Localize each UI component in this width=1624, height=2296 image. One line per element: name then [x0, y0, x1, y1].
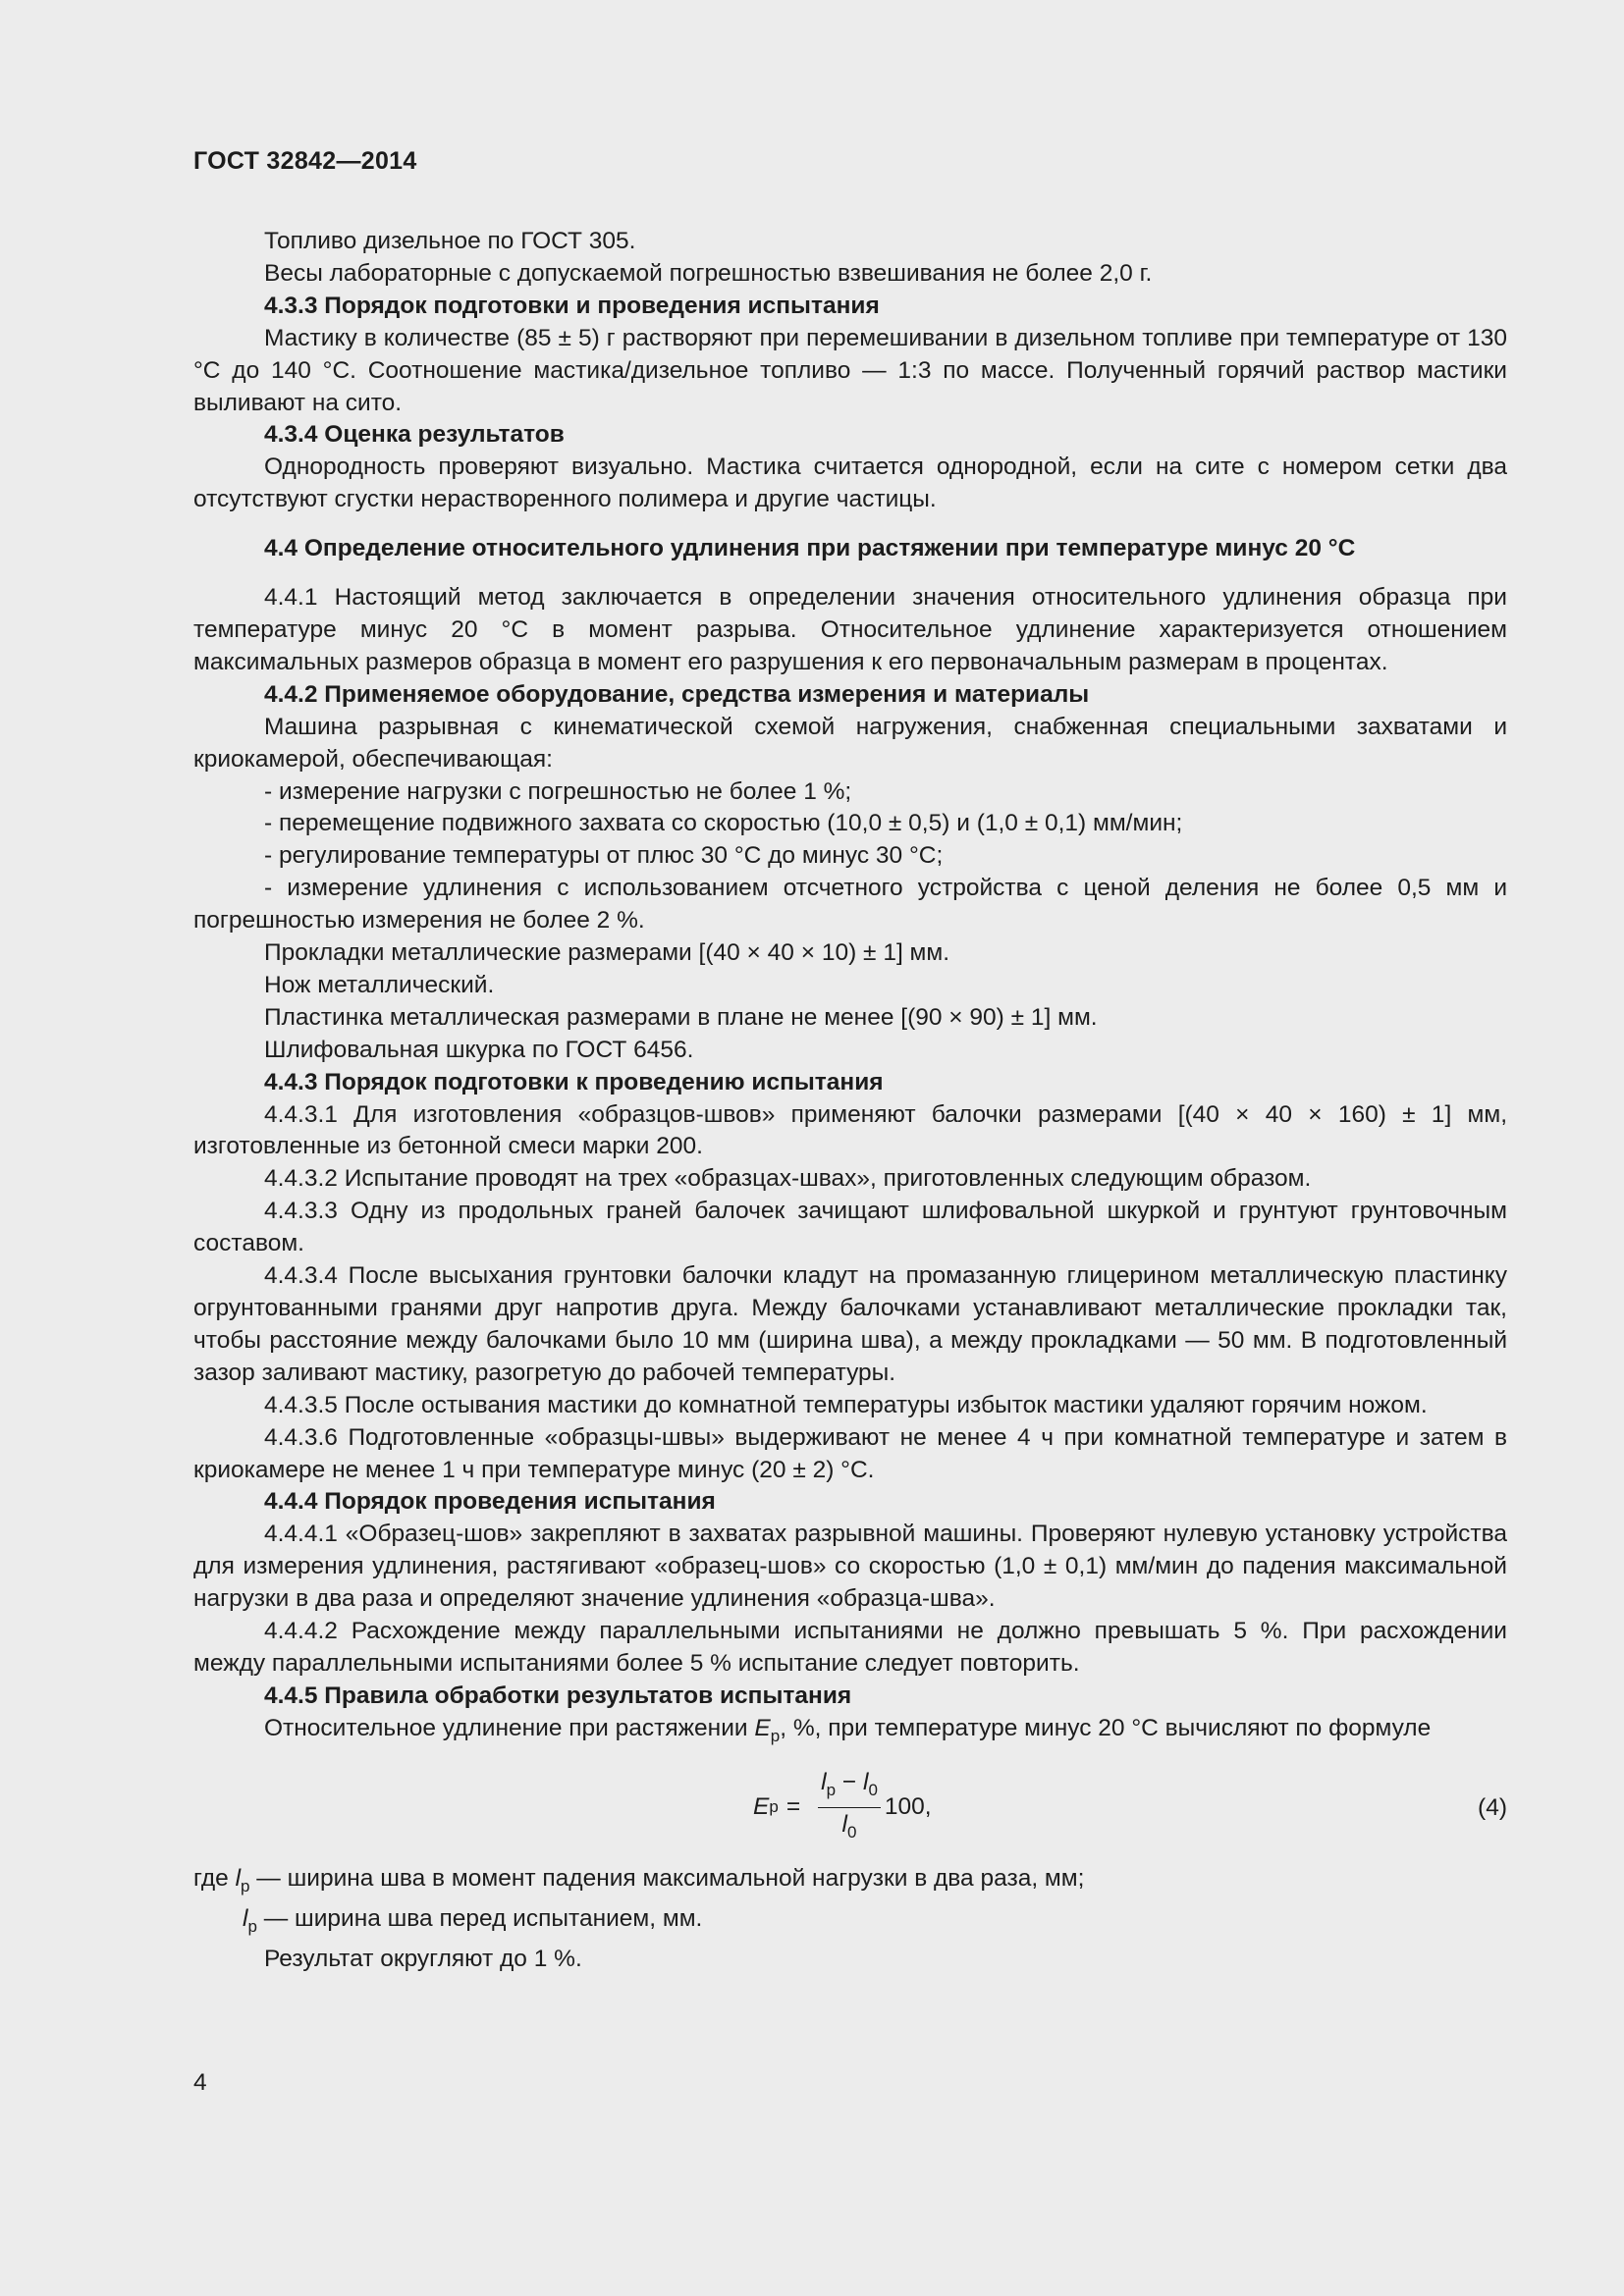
legend-line: где $l_p$ — ширина шва в момент падения максимальной нагрузки в два раза, мм; — [193, 1864, 1085, 1896]
paragraph: 4.4.3.1 Для изготовления «образцов-швов» применяют балочки размерами [(40 × 40 × 160) ± 1] мм, изготовленные из бетонной смеси марки 200. — [193, 1100, 1507, 1160]
paragraph: 4.4.3.5 После остывания мастики до комнатной температуры избыток мастики удаляют горячим ножом. — [264, 1391, 1428, 1418]
paragraph: Результат округляют до 1 %. — [264, 1945, 582, 1972]
paragraph: 4.4.1 Настоящий метод заключается в определении значения относительного удлинения образца при температуре минус 20 °С в момент разрыва. Относительное удлинение характеризуется отношением максимальных размеров образца в момент его разрушения к его первоначальным размерам в процентах. — [193, 584, 1507, 675]
paragraph: 4.4.3.2 Испытание проводят на трех «образцах-швах», приготовленных следующим образом. — [264, 1165, 1312, 1193]
document-header: ГОСТ 32842—2014 — [193, 147, 417, 175]
paragraph: Нож металлический. — [264, 971, 495, 998]
paragraph: Прокладки металлические размерами [(40 × 40 × 10) ± 1] мм. — [264, 939, 950, 967]
paragraph: Топливо дизельное по ГОСТ 305. — [264, 228, 636, 254]
section-heading: 4.4.4 Порядок проведения испытания — [264, 1488, 716, 1516]
paragraph: Мастику в количестве (85 ± 5) г растворяют при перемешивании в дизельном топливе при температуре от 130 °С до 140 °С. Соотношение мастика/дизельное топливо — 1:3 по массе. Полученный горячий раствор мастики выливают на сито. — [193, 324, 1507, 416]
section-heading: 4.4 Определение относительного удлинения при растяжении при температуре минус 20 °С — [264, 535, 1356, 562]
list-item: - регулирование температуры от плюс 30 °С до минус 30 °С; — [264, 842, 944, 870]
equals-sign: = — [785, 1793, 801, 1821]
paragraph: Весы лабораторные с допускаемой погрешностью взвешивания не более 2,0 г. — [264, 259, 1153, 287]
section-heading: 4.3.3 Порядок подготовки и проведения испытания — [264, 292, 880, 319]
section-heading: 4.4.5 Правила обработки результатов испытания — [264, 1682, 852, 1709]
legend-line: $l_p$ — ширина шва перед испытанием, мм. — [243, 1904, 703, 1936]
subscript: p — [770, 1726, 781, 1745]
formula-block — [193, 1761, 1507, 1855]
formula-intro: Относительное удлинение при растяжении $E_p$, %, при температуре минус 20 °С вычисляют по формуле — [264, 1714, 1432, 1745]
page-number: 4 — [193, 2069, 207, 2096]
paragraph: Машина разрывная с кинематической схемой нагружения, снабженная специальными захватами и криокамерой, обеспечивающая: — [193, 713, 1507, 773]
paragraph: 4.4.4.1 «Образец-шов» закрепляют в захватах разрывной машины. Проверяют нулевую установку устройства для измерения удлинения, растягивают «образец-шов» со скоростью (1,0 ± 0,1) мм/мин до падения максимальной нагрузки в два раза и определяют значение удлинения «образца-шва». — [193, 1521, 1507, 1613]
paragraph: Шлифовальная шкурка по ГОСТ 6456. — [264, 1036, 694, 1063]
paragraph: Однородность проверяют визуально. Мастика считается однородной, если на сите с номером сетки два отсутствуют сгустки нерастворенного полимера и другие частицы. — [193, 454, 1507, 513]
section-heading: 4.4.2 Применяемое оборудование, средства измерения и материалы — [264, 680, 1090, 708]
formula — [753, 1761, 932, 1855]
list-item: - измерение удлинения с использованием отсчетного устройства с ценой деления не более 0,5 мм и погрешностью измерения не более 2 %. — [193, 875, 1507, 934]
formula-lhs: E — [753, 1793, 770, 1821]
paragraph: 4.4.4.2 Расхождение между параллельными испытаниями не должно превышать 5 %. При расхождении между параллельными испытаниями более 5 % испытание следует повторить. — [193, 1618, 1507, 1677]
equation-number: (4) — [1478, 1793, 1507, 1821]
document-body — [193, 226, 1507, 1975]
paragraph: 4.4.3.3 Одну из продольных граней балочек зачищают шлифовальной шкуркой и грунтуют грунтовочным составом. — [193, 1198, 1507, 1257]
fraction-denominator: $l_0$ — [841, 1811, 857, 1842]
formula-lhs-subscript: p — [769, 1797, 779, 1817]
formula-factor: 100, — [884, 1793, 932, 1821]
fraction-numerator: $l_p - l_0$ — [818, 1768, 881, 1808]
paragraph: 4.4.3.4 После высыхания грунтовки балочки кладут на промазанную глицерином металлическую пластинку огрунтованными гранями друг напротив друга. Между балочками устанавливают металлические прокладки так, чтобы расстояние между балочками было 10 мм (ширина шва), а между прокладками — 50 мм. В подготовленный зазор заливают мастику, разогретую до рабочей температуры. — [193, 1262, 1507, 1386]
list-item: - перемещение подвижного захвата со скоростью (10,0 ± 0,5) и (1,0 ± 0,1) мм/мин; — [264, 810, 1183, 837]
section-heading: 4.3.4 Оценка результатов — [264, 421, 565, 449]
fraction — [818, 1768, 881, 1847]
variable-e: E — [754, 1714, 771, 1741]
paragraph: Пластинка металлическая размерами в плане не менее [(90 × 90) ± 1] мм. — [264, 1003, 1098, 1031]
section-heading: 4.4.3 Порядок подготовки к проведению испытания — [264, 1068, 884, 1095]
list-item: - измерение нагрузки с погрешностью не более 1 %; — [264, 777, 852, 805]
paragraph: 4.4.3.6 Подготовленные «образцы-швы» выдерживают не менее 4 ч при комнатной температуре и затем в криокамере не менее 1 ч при температуре минус (20 ± 2) °С. — [193, 1423, 1507, 1483]
